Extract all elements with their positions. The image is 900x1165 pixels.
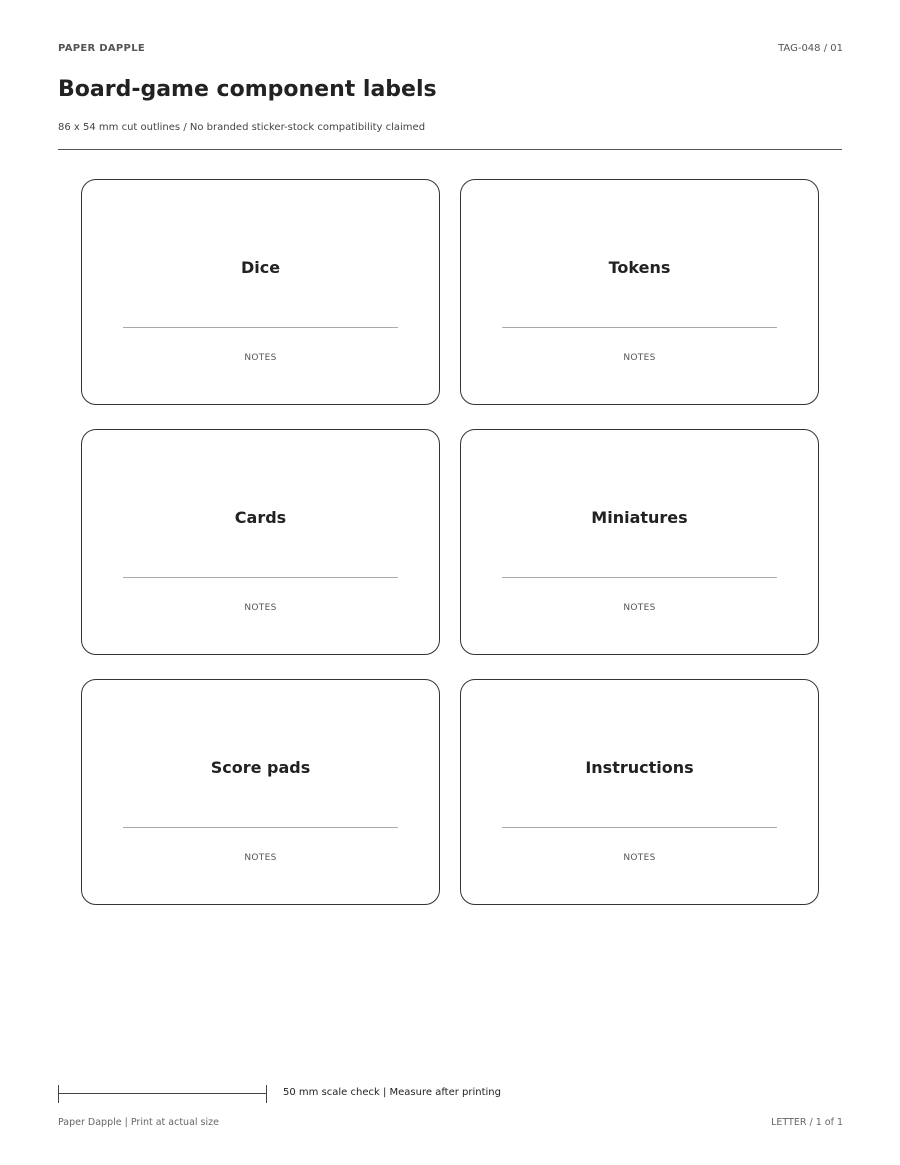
- notes-label: NOTES: [244, 853, 277, 863]
- notes-label: NOTES: [623, 853, 656, 863]
- label-grid: [81, 179, 819, 905]
- label-card-tokens: [460, 179, 819, 405]
- notes-line: [502, 327, 777, 328]
- notes-label: NOTES: [623, 603, 656, 613]
- label-title: Miniatures: [591, 508, 688, 527]
- scale-bar-left-tick: [58, 1085, 59, 1103]
- label-card-score-pads: [81, 679, 440, 905]
- notes-line: [123, 577, 398, 578]
- label-title: Dice: [240, 258, 281, 277]
- notes-label: NOTES: [244, 353, 277, 363]
- notes-line: [123, 327, 398, 328]
- scale-bar: [58, 1085, 267, 1103]
- page-subtitle: 86 x 54 mm cut outlines / No branded sticker-stock compatibility claimed: [58, 122, 426, 133]
- page-title: Board-game component labels: [58, 77, 437, 102]
- brand-name: PAPER DAPPLE: [58, 43, 145, 54]
- label-card-dice: [81, 179, 440, 405]
- label-title: Tokens: [608, 258, 671, 277]
- footer-page-info: LETTER / 1 of 1: [771, 1117, 843, 1128]
- notes-label: NOTES: [623, 353, 656, 363]
- header-divider: [58, 149, 842, 150]
- scale-bar-right-tick: [266, 1085, 267, 1103]
- label-title: Instructions: [585, 758, 694, 777]
- notes-line: [502, 827, 777, 828]
- notes-label: NOTES: [244, 603, 277, 613]
- label-card-miniatures: [460, 429, 819, 655]
- label-card-cards: [81, 429, 440, 655]
- footer-left-text: Paper Dapple | Print at actual size: [58, 1117, 219, 1128]
- document-id: TAG-048 / 01: [778, 43, 843, 54]
- scale-bar-line: [58, 1093, 267, 1094]
- scale-check-text: 50 mm scale check | Measure after printing: [283, 1087, 501, 1098]
- label-title: Score pads: [210, 758, 311, 777]
- label-title: Cards: [234, 508, 287, 527]
- label-card-instructions: [460, 679, 819, 905]
- notes-line: [123, 827, 398, 828]
- notes-line: [502, 577, 777, 578]
